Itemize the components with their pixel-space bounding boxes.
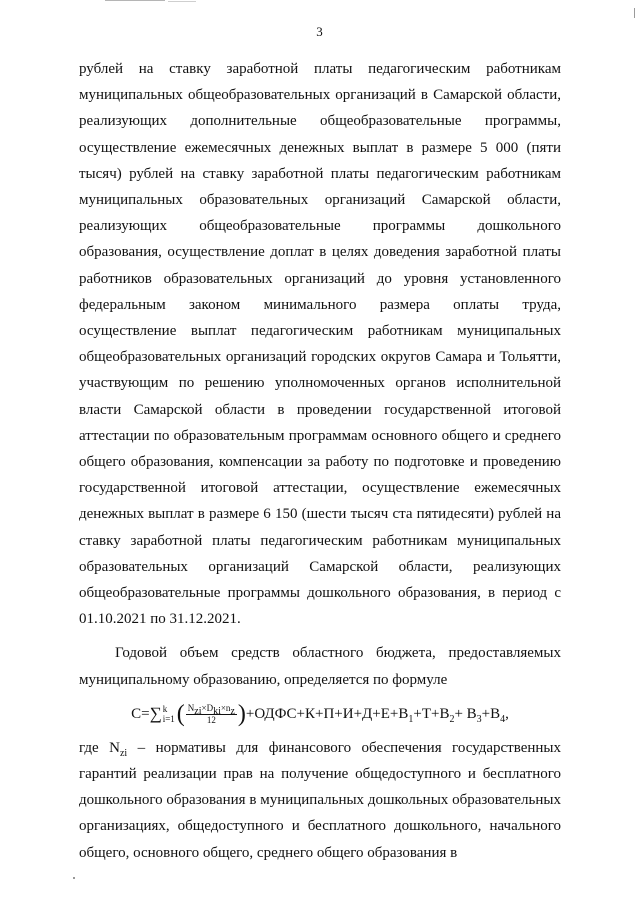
paragraph: рублей на ставку заработной платы педагогическим работникам муниципальных общеобразовательных организаций в Самарской области, реализующих дополнительные общеобразовательные программы, осуществление ежемесячных денежных выплат в размере 5 000 (пяти тысяч) рублей на ставку заработной платы педагогическим работникам муниципальных образовательных организаций Самарской области, реализующих общеобразовательные программы дошкольного образования, осуществление доплат в целях доведения заработной платы работников образовательных организаций до уровня установленного федеральным законом минимального размера оплаты труда, осуществление выплат педагогическим работникам муниципальных общеобразовательных организаций городских округов Самара и Тольятти, участвующим по решению уполномоченных органов исполнительной власти Самарской области в проведении государственной итоговой аттестации по образовательным программам основного общего и среднего общего образования, компенсации за работу по подготовке и проведению государственной итоговой аттестации, осуществление ежемесячных денежных выплат в размере 6 150 (шести тысяч ста пятидесяти) рублей на ставку заработной платы педагогическим работникам муниципальных образовательных организаций Самарской области, реализующих общеобразовательные программы дошкольного образования, в период с 01.10.2021 по 31.12.2021. <box>79 61 561 628</box>
sum-limits <box>163 704 175 724</box>
fraction-numerator: $N_{zi}\times D_{ki}\times n_z$ <box>187 702 235 717</box>
budget-formula <box>79 698 561 730</box>
page-number: 3 <box>316 24 323 39</box>
document-body <box>79 56 561 866</box>
sum-upper-limit: k <box>162 704 168 715</box>
fraction-denominator: 12 <box>206 714 216 725</box>
formula-fraction <box>186 703 237 726</box>
scan-artifact-line <box>105 0 165 1</box>
open-paren: ( <box>176 700 185 727</box>
formula-terms: $+ОДФС+К+П+И+Д+Е+В_1+Т+В_2+ В_3+В_4$, <box>245 705 509 725</box>
formula-lhs: С= <box>131 705 150 722</box>
sum-symbol: ∑ <box>149 703 162 723</box>
scan-artifact-dot <box>73 877 75 879</box>
paragraph-spacer <box>79 632 561 640</box>
scan-artifact-mark <box>634 8 635 18</box>
scan-artifact-line <box>168 1 196 2</box>
close-paren: ) <box>237 700 246 727</box>
sum-lower-limit: i=1 <box>162 714 175 725</box>
paragraph: Годовой объем средств областного бюджета, предоставляемых муниципальному образованию, определяется по формуле <box>79 645 561 688</box>
formula-definition: где $N_{zi}$ – нормативы для финансового обеспечения государственных гарантий реализации прав на получение общедоступного и бесплатного дошкольного образования в муниципальных дошкольных образовательных организациях, общедоступного и бесплатного дошкольного, начального общего, основного общего, среднего общего образования в <box>79 739 562 861</box>
